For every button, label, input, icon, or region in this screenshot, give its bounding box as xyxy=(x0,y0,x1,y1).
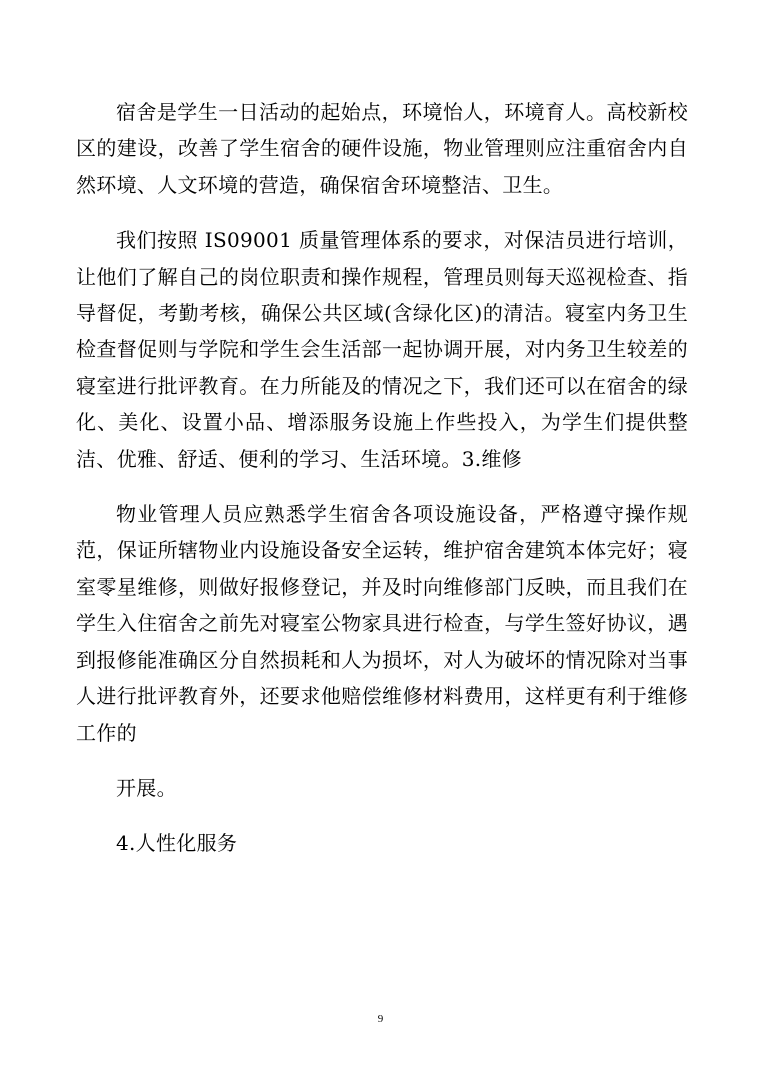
paragraph-continuation: 开展。 xyxy=(116,775,177,800)
page-number: 9 xyxy=(377,1013,384,1025)
document-body xyxy=(76,94,688,862)
paragraph-dormitory-environment: 宿舍是学生一日活动的起始点，环境怡人，环境育人。高校新校区的建设，改善了学生宿舍的硬件设施，物业管理则应注重宿舍内自然环境、人文环境的营造，确保宿舍环境整洁、卫生。 xyxy=(76,100,688,197)
paragraph-cleaning-management: 我们按照 IS09001 质量管理体系的要求，对保洁员进行培训，让他们了解自己的岗位职责和操作规程，管理员则每天巡视检查、指导督促，考勤考核，确保公共区域(含绿化区)的清洁。寝室内务卫生检查督促则与学院和学生会生活部一起协调开展，对内务卫生较差的寝室进行批评教育。在力所能及的情况之下，我们还可以在宿舍的绿化、美化、设置小品、增添服务设施上作些投入，为学生们提供整洁、优雅、舒适、便利的学习、生活环境。3.维修 xyxy=(76,228,688,471)
section-heading-humanized-service: 4.人性化服务 xyxy=(116,831,238,856)
paragraph-maintenance: 物业管理人员应熟悉学生宿舍各项设施设备，严格遵守操作规范，保证所辖物业内设施设备安全运转，维护宿舍建筑本体完好；寝室零星维修，则做好报修登记，并及时向维修部门反映，而且我们在学生入住宿舍之前先对寝室公物家具进行检查，与学生签好协议，遇到报修能准确区分自然损耗和人为损坏，对人为破坏的情况除对当事人进行批评教育外，还要求他赔偿维修材料费用，这样更有利于维修工作的 xyxy=(76,502,688,745)
